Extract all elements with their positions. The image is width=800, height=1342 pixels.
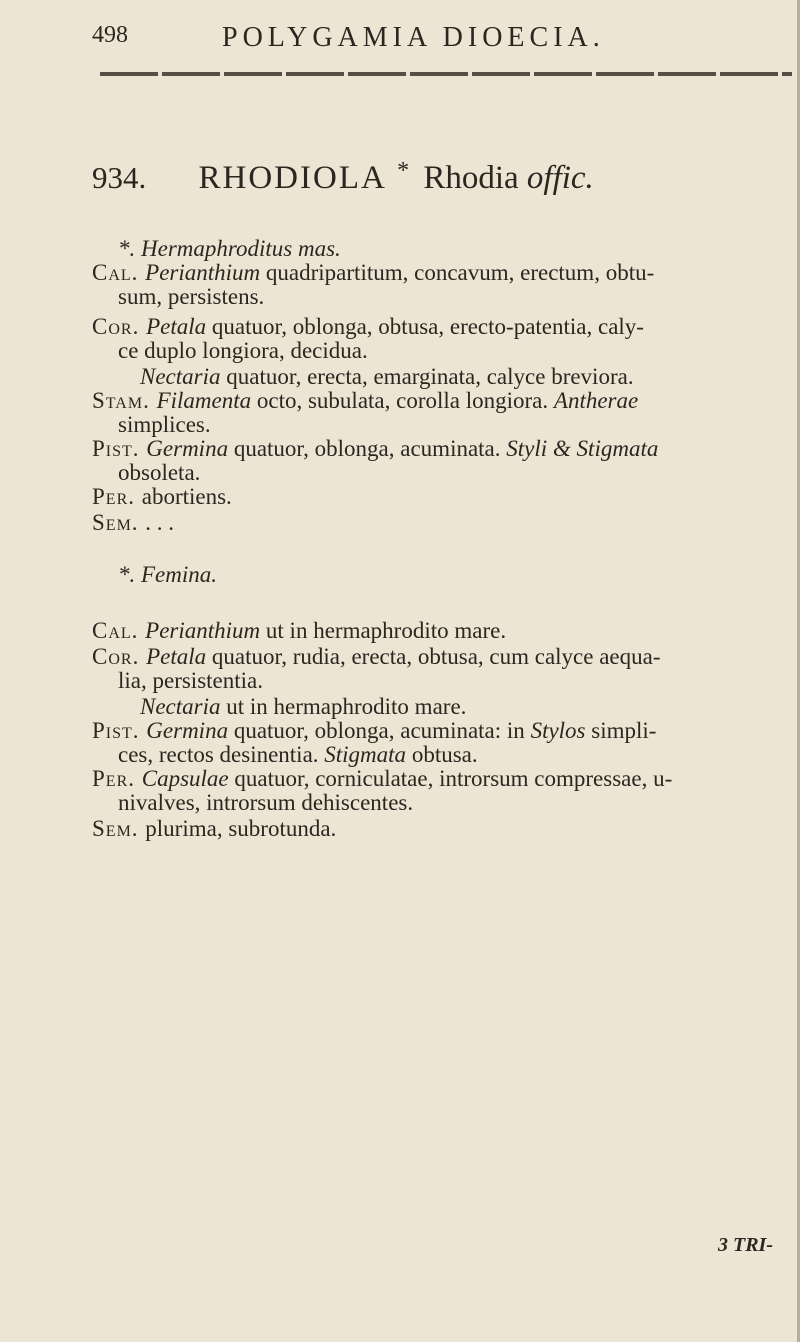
line-text: octo, subulata, corolla longiora. (251, 388, 554, 413)
line-text: quadripartitum, concavum, erectum, obtu- (260, 260, 655, 285)
organ-label: Pist. (92, 718, 147, 743)
description-line (118, 742, 478, 768)
description-line (92, 816, 336, 842)
organ-label: Cor. (92, 314, 147, 339)
description-line (118, 790, 413, 816)
line-text: abortiens. (141, 484, 232, 509)
line-text: quatuor, rudia, erecta, obtusa, cum calyce aequa- (206, 644, 661, 669)
catchword: TRI- (733, 1234, 773, 1256)
organ-label: Per. (92, 766, 142, 791)
footer (718, 1234, 773, 1257)
organ-label: Cal. (92, 618, 146, 643)
description-line (92, 510, 174, 536)
line-text: ut in hermaphrodito mare. (220, 694, 467, 719)
organ-label: Per. (92, 484, 142, 509)
description-line (92, 618, 506, 644)
italic-term: Styli & Stigmata (506, 436, 659, 461)
italic-term: Germina (146, 436, 229, 461)
genus-star: * (397, 158, 410, 184)
female-heading: *. Femina. (118, 562, 218, 587)
description-line (118, 668, 263, 694)
italic-term: Stigmata (324, 742, 407, 767)
organ-label: Stam. (92, 388, 157, 413)
organ-label: Sem. (92, 816, 146, 841)
description-line (140, 364, 634, 390)
italic-term: Antherae (553, 388, 639, 413)
line-text: plurima, subrotunda. (145, 816, 337, 841)
line-text: obtusa. (406, 742, 478, 767)
line-text: quatuor, oblonga, obtusa, erecto-patentia, caly- (206, 314, 644, 339)
male-heading: *. Hermaphroditus mas. (118, 236, 341, 261)
organ-label: Cor. (92, 644, 147, 669)
genus-synonym: Rhodia (423, 160, 519, 196)
page-header (92, 22, 792, 62)
description-line (92, 436, 658, 462)
line-text: lia, persistentia. (118, 668, 263, 693)
line-text: obsoleta. (118, 460, 201, 485)
line-text: quatuor, oblonga, acuminata: in (228, 718, 531, 743)
line-text: quatuor, corniculatae, introrsum compressae, u- (228, 766, 673, 791)
genus-synonym-abbrev: offic. (526, 160, 594, 196)
organ-label: Cal. (92, 260, 146, 285)
organ-label: Pist. (92, 436, 147, 461)
line-text: . . . (145, 510, 175, 535)
line-text: nivalves, introrsum dehiscentes. (118, 790, 414, 815)
description-line (92, 718, 656, 744)
description-line (140, 694, 466, 720)
line-text: quatuor, oblonga, acuminata. (228, 436, 507, 461)
description-line (118, 460, 200, 486)
description-line (92, 260, 654, 286)
italic-term: Perianthium (145, 618, 261, 643)
line-text: ut in hermaphrodito mare. (260, 618, 507, 643)
italic-term: Stylos (530, 718, 586, 743)
description-line (118, 338, 368, 364)
page-number: 498 (92, 22, 128, 48)
running-head: POLYGAMIA DIOECIA. (222, 22, 605, 53)
line-text: simpli- (585, 718, 657, 743)
description-line (92, 314, 644, 340)
organ-label: Sem. (92, 510, 146, 535)
italic-term: Perianthium (145, 260, 261, 285)
description-line (118, 412, 211, 438)
description-line (118, 284, 264, 310)
italic-term: Filamenta (156, 388, 252, 413)
line-text: simplices. (118, 412, 211, 437)
line-text: ce duplo longiora, decidua. (118, 338, 368, 363)
description-line (92, 766, 672, 792)
line-text: sum, persistens. (118, 284, 265, 309)
italic-term: Petala (146, 314, 207, 339)
header-rule (100, 72, 792, 76)
description-line (92, 388, 638, 414)
genus-number: 934. (92, 160, 147, 195)
italic-term: Petala (146, 644, 207, 669)
italic-term: Germina (146, 718, 229, 743)
genus-name: RHODIOLA (198, 160, 387, 196)
description-line (92, 644, 661, 670)
description-line (92, 484, 232, 510)
line-text: quatuor, erecta, emarginata, calyce breviora. (220, 364, 634, 389)
italic-term: Nectaria (140, 694, 221, 719)
line-text: ces, rectos desinentia. (118, 742, 325, 767)
signature-mark: 3 (718, 1234, 728, 1256)
italic-term: Capsulae (141, 766, 229, 791)
genus-title (92, 158, 594, 197)
italic-term: Nectaria (140, 364, 221, 389)
